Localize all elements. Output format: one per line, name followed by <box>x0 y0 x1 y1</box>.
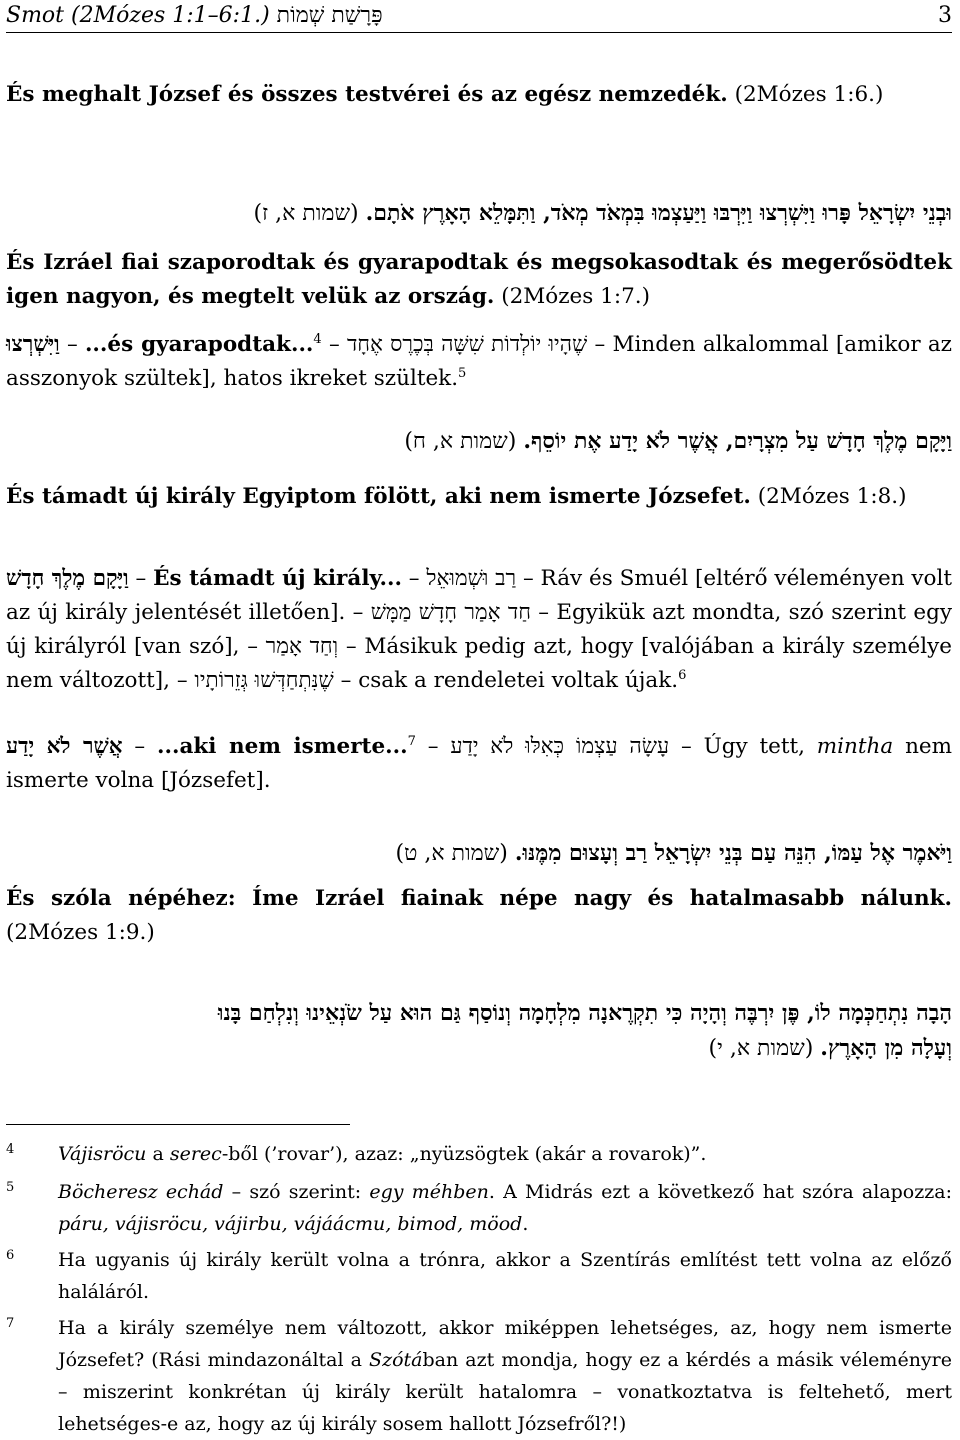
running-title: Smot (2Mózes 1:1–6:1.) פָּרָשַׁת שְׁמוֹת <box>6 3 383 28</box>
footnote-4: 4 Vájisröcu a serec-ből (’rovar’), azaz: „nyüzsögtek (akár a rovarok)”. <box>6 1142 707 1165</box>
verse-8-translation: És támadt új király Egyiptom fölött, aki nem ismerte Józsefet. (2Mózes 1:8.) <box>6 484 907 509</box>
verse-7-hebrew: וּבְנֵי יִשְׂרָאֵל פָּרוּ וַיִּשְׁרְצוּ וַיִּרְבּוּ וַיַּעַצְמוּ בִּמְאֹד מְאֹד, וַתִּמָּלֵא הָאָרֶץ אֹתָם. (שמות א, ז) <box>253 200 952 226</box>
verse-9-translation: És szóla népéhez: Íme Izráel fiainak népe nagy és hatalmasabb nálunk. (2Mózes 1:9.) <box>6 886 952 945</box>
verse-10-hebrew: הָבָה נִתְחַכְּמָה לוֹ, פֶּן יִרְבֶּה וְהָיָה כִּי תִקְרֶאנָה מִלְחָמָה וְנוֹסַף גַּם הוּא עַל שֹׂנְאֵינוּ וְנִלְחַם בָּנוּ וְעָלָה מִן הָאָרֶץ. (שמות א, י) <box>217 1000 952 1061</box>
header-rule <box>6 32 952 33</box>
verse-9-hebrew: וַיֹּאמֶר אֶל עַמּוֹ, הִנֵּה עַם בְּנֵי יִשְׂרָאֵל רַב וְעָצוּם מִמֶּנּוּ. (שמות א, ט) <box>395 840 952 866</box>
footnote-5: 5 Böcheresz echád – szó szerint: egy méhben. A Midrás ezt a következő hat szóra alapozza: páru, vájisröcu, vájirbu, vájáácmu, bimod, möod. <box>6 1180 952 1235</box>
footnote-ref-6: 6 <box>678 667 687 683</box>
verse-8-commentary-1: וַיָּקָם מֶלֶךְ חָדָשׁ – És támadt új király... – רַב וּשְׁמוּאֵל – Ráv és Smuél [eltérő véleményen volt az új király jelentését illetően]. – חַד אָמַר חָדָשׁ מַמָּשׁ – Egyikük azt mondta, szó szerint egy új királyról [van szó], – וְחַד אָמַר – Másikuk pedig azt, hogy [valójában a király személye nem változott], – שֶׁנִּתְחַדְּשׁוּ גְּזֵרוֹתָיו – csak a rendeletei voltak újak.$^6$ <box>6 566 953 693</box>
page-number: 3 <box>938 3 952 28</box>
page-header <box>6 0 952 34</box>
verse-8-commentary-2: אֲשֶׁר לֹא יָדַע – ...aki nem ismerte...$^7$ – עָשָׂה עַצְמוֹ כְּאִלּוּ לֹא יָדַע – Úgy tett, mintha nem ismerte volna [Józsefet]. <box>6 733 953 793</box>
verse-7-translation: És Izráel fiai szaporodtak és gyarapodtak és megsokasodtak és megerősödtek igen nagyon, és megtelt velük az ország. (2Mózes 1:7.) <box>6 250 952 309</box>
verse-7-commentary: וַיִּשְׁרְצוּ – ...és gyarapodtak...$^4$ – שֶׁהָיוּ יוֹלְדוֹת שִׁשָּׁה בְּכֶרֶס אֶחָד – Minden alkalommal [amikor az asszonyok szültek], hatos ikreket szültek.$^5$ <box>6 331 953 391</box>
footnote-6: 6 Ha ugyanis új király került volna a trónra, akkor a Szentírás említést tett volna az előző haláláról. <box>6 1248 952 1303</box>
footnote-ref-4: 4 <box>313 331 322 347</box>
footnote-ref-5: 5 <box>458 365 467 381</box>
verse-8-hebrew: וַיָּקָם מֶלֶךְ חָדָשׁ עַל מִצְרָיִם, אֲשֶׁר לֹא יָדַע אֶת יוֹסֵף. (שמות א, ח) <box>404 428 952 454</box>
parasha-title: פָּרָשַׁת שְׁמוֹת <box>276 3 383 28</box>
footnote-rule <box>6 1124 350 1125</box>
footnote-ref-7: 7 <box>407 733 416 749</box>
verse-6-translation: És meghalt József és összes testvérei és az egész nemzedék. (2Mózes 1:6.) <box>6 82 884 107</box>
footnote-7: 7 Ha a király személye nem változott, akkor miképpen lehetséges, az, hogy nem ismerte Józsefet? (Rási mindazonáltal a Szótában azt mondja, hogy ez a kérdés a másik véleményre – miszerint konkrétan új király került hatalomra – vonatkoztatva is feltehető, mert lehetséges-e az, hogy az új király sosem hallott Józsefről?!) <box>6 1316 952 1435</box>
